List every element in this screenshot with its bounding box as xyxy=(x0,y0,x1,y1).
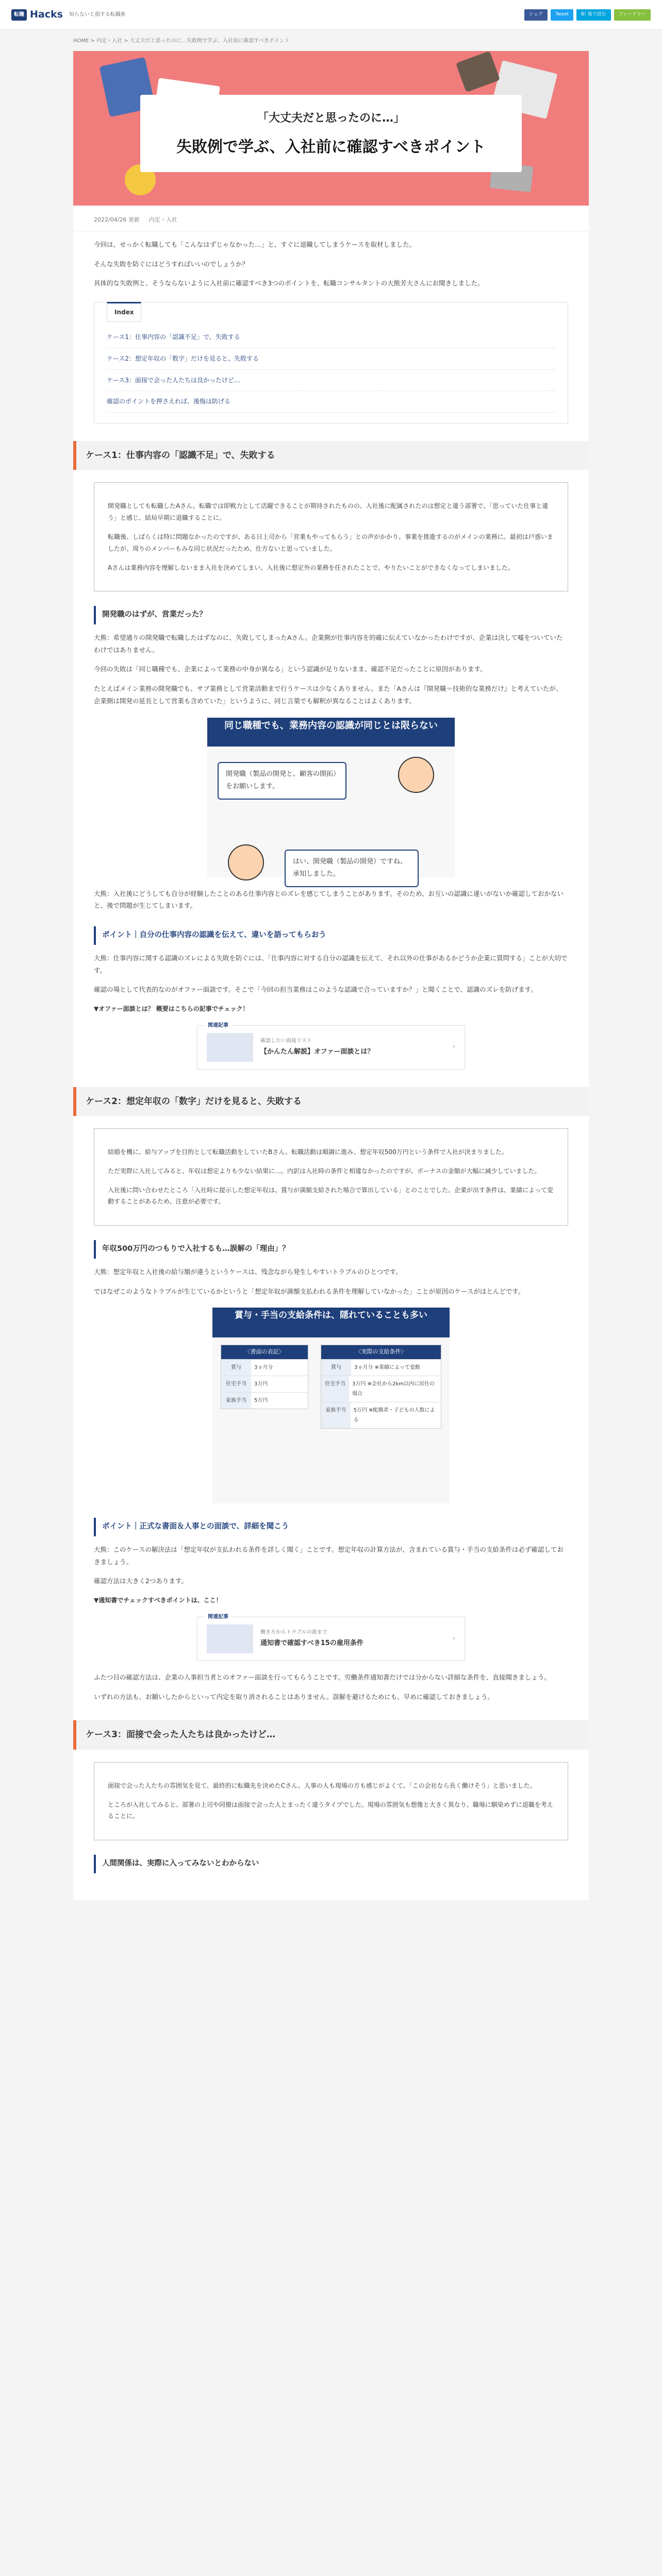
story-paragraph: 結婚を機に、給与アップを目的として転職活動をしていたBさん。転職活動は順調に進み、想定年収500万円という条件で入社が決まりました。 xyxy=(108,1148,508,1156)
hero-subtitle: 「大丈夫だと思ったのに…」 xyxy=(257,112,405,125)
article xyxy=(73,51,589,1900)
logo[interactable] xyxy=(11,5,63,24)
table-of-contents xyxy=(94,302,568,423)
body-paragraph: ふたつ目の確認方法は、企業の人事担当者とのオファー面談を行ってもらうことです。労働条件通知書だけでは分からない詳細な条件を、直接聞きましょう。 xyxy=(94,1673,551,1681)
related-label: 関連記事 xyxy=(205,1021,231,1030)
body-paragraph: 確認方法は大きく2つあります。 xyxy=(94,1577,188,1585)
twitter-share-button[interactable]: Tweet xyxy=(551,9,573,21)
related-article-card[interactable] xyxy=(197,1022,465,1070)
related-note: ▼オファー面談とは？ 概要はこちらの記事でチェック！ xyxy=(94,1005,249,1012)
subheading: 年収500万円のつもりで入社するも…誤解の「理由」？ xyxy=(94,1240,568,1259)
article-title: 失敗例で学ぶ、入社前に確認すべきポイント xyxy=(176,138,486,156)
row-value: 3万円 xyxy=(254,1381,268,1387)
salary-conditions-illustration xyxy=(212,1308,450,1503)
table-row xyxy=(321,1359,441,1376)
table-row xyxy=(221,1376,308,1392)
body-paragraph: 大熊：仕事内容に関する認識のズレによる失敗を防ぐには、「仕事内容に対する自分の認識を伝えて、それ以外の仕事があるかどうか企業に質問する」ことが大切です。 xyxy=(94,954,568,974)
site-header xyxy=(0,0,662,30)
body-paragraph: 確認の場として代表的なのがオファー面談です。そこで「今回の担当業務はこのような認識で合っていますか？」と聞くことで、認識のズレを防げます。 xyxy=(94,986,537,994)
row-key: 住宅手当 xyxy=(321,1376,349,1402)
updated-date: 2022/04/26 更新 xyxy=(94,216,140,223)
table-row xyxy=(321,1402,441,1428)
case1-story-box xyxy=(94,482,568,591)
subheading: 開発職のはずが、営業だった？ xyxy=(94,606,568,624)
story-paragraph: 面接で会った人たちの雰囲気を見て、最終的に転職先を決めたCさん。人事の人も現場の方も感じがよくて、「この会社なら長く働けそう」と思いました。 xyxy=(108,1782,536,1789)
body-paragraph: たとえばメイン業務の開発職でも、サブ業務として営業活動まで行うケースは少なくありません。また「Aさんは『開発職＝技術的な業務だけ』と考えていたが、企業側は開発の延長として営業も含めていた」というように、同じ言葉でも解釈が異なることはよくあります。 xyxy=(94,685,562,705)
speech-bubble-employer: 開発職（製品の開発と、顧客の開拓）をお願いします。 xyxy=(218,762,346,800)
site-tagline: 知らないと損する転職術 xyxy=(69,12,126,18)
chevron-right-icon: › xyxy=(452,1043,455,1051)
toc-item[interactable]: ケース1：仕事内容の「認識不足」で、失敗する xyxy=(107,327,555,348)
toc-title: Index xyxy=(107,302,141,322)
actual-conditions-table xyxy=(321,1345,441,1429)
employer-avatar xyxy=(398,757,434,793)
point-heading: ポイント｜自分の仕事内容の認識を伝えて、違いを語ってもらおう xyxy=(94,926,568,945)
body-paragraph: 大熊：想定年収と入社後の給与額が違うというケースは、残念ながら発生しやすいトラブルのひとつです。 xyxy=(94,1267,402,1276)
table-row xyxy=(321,1376,441,1402)
table-row xyxy=(221,1359,308,1376)
related-title: 通知書で確認すべき15の雇用条件 xyxy=(260,1639,363,1648)
bag-decoration xyxy=(456,51,500,92)
row-key: 賞与 xyxy=(221,1360,251,1376)
row-key: 賞与 xyxy=(321,1360,351,1376)
section-heading-case1: ケース1：仕事内容の「認識不足」で、失敗する xyxy=(73,441,589,470)
row-key: 住宅手当 xyxy=(221,1376,251,1392)
story-paragraph: 入社後に問い合わせたところ「入社時に提示した想定年収は、賞与が満額支給された場合で算出している」とのことでした。企業が出す条件は、業績によって変動することがあるため、注意が必要です。 xyxy=(108,1186,554,1206)
story-paragraph: 開発職としても転職したAさん。転職では即戦力として活躍できることが期待されたものの、入社後に配属されたのは想定と違う部署で、「思っていた仕事と違う」と感じ、結局早期に退職することに。 xyxy=(108,502,549,522)
share-buttons xyxy=(524,9,651,21)
row-value: 3ヵ月分 ※業績によって変動 xyxy=(354,1365,420,1371)
related-title: 【かんたん解説】オファー面談とは？ xyxy=(260,1047,374,1056)
row-key: 家族手当 xyxy=(321,1402,351,1428)
category-tag[interactable]: 内定・入社 xyxy=(148,216,177,223)
toc-item[interactable]: 確認のポイントを押さえれば、後悔は防げる xyxy=(107,391,555,413)
story-paragraph: Aさんは業務内容を理解しないまま入社を決めてしまい、入社後に想定外の業務を任されたことで、やりたいことができなくなってしまいました。 xyxy=(108,564,514,571)
illustration-title: 同じ職種でも、業務内容の認識が同じとは限らない xyxy=(224,720,438,731)
illustration-title: 賞与・手当の支給条件は、隠れていることも多い xyxy=(235,1310,427,1321)
body-paragraph: ではなぜこのようなトラブルが生じているかというと「想定年収が満額支払われる条件を理解していなかった」ことが原因のケースがほとんどです。 xyxy=(94,1287,525,1295)
story-paragraph: ところが入社してみると、部署の上司や同僚は面接で会った人とまったく違うタイプでした。現場の雰囲気も想像と大きく異なり、職場に馴染めずに退職を考えることに。 xyxy=(108,1801,553,1820)
facebook-share-button[interactable]: シェア xyxy=(524,9,548,21)
point-heading: ポイント｜正式な書面＆人事との面談で、詳細を聞こう xyxy=(94,1518,568,1536)
related-caption: 働き方からトラブルの源まで xyxy=(260,1630,327,1636)
table-row xyxy=(221,1392,308,1409)
table-header: 〈実際の支給条件〉 xyxy=(321,1345,441,1359)
toc-item[interactable]: ケース2：想定年収の「数字」だけを見ると、失敗する xyxy=(107,348,555,370)
row-key: 家族手当 xyxy=(221,1393,251,1409)
job-recognition-illustration xyxy=(207,718,455,877)
related-thumbnail xyxy=(207,1033,253,1062)
story-paragraph: 転職後、しばらくは特に問題なかったのですが、ある日上司から「営業もやってもらう」との声がかかり、事業を推進するのがメインの業務に。最初は戸惑いましたが、周りのメンバーもみな同じ状況だったため、仕方ないと思っていました。 xyxy=(108,533,553,552)
row-value: 3ヵ月分 xyxy=(254,1365,273,1371)
row-value: 3万円 ※会社から2km以内に居住の場合 xyxy=(352,1381,435,1397)
related-label: 関連記事 xyxy=(205,1612,231,1622)
table-header: 〈書面の表記〉 xyxy=(221,1345,308,1359)
case3-story-box xyxy=(94,1762,568,1840)
related-note: ▼通知書でチェックすべきポイントは、ここ！ xyxy=(94,1597,222,1604)
body-paragraph: 今回の失敗は「同じ職種でも、企業によって業務の中身が異なる」という認識が足りないまま、確認不足だったことに原因があります。 xyxy=(94,665,487,673)
related-thumbnail xyxy=(207,1624,253,1653)
hero-image xyxy=(73,51,589,206)
feedly-button[interactable]: フィードリー xyxy=(614,9,651,21)
article-meta xyxy=(73,206,589,231)
related-caption: 確認したい面接リスト xyxy=(260,1038,312,1044)
body-paragraph: 大熊：入社後にどうしても自分が経験したことのある仕事内容とのズレを感じてしまうことがあります。そのため、お互いの認識に違いがないか確認しておかないと、後で問題が生じてしまいます。 xyxy=(94,889,564,910)
intro-paragraph: そんな失敗を防ぐにはどうすればいいのでしょうか？ xyxy=(94,260,249,268)
speech-bubble-candidate: はい、開発職（製品の開発）ですね、承知しました。 xyxy=(285,850,419,887)
row-value: 5万円 xyxy=(254,1398,268,1404)
logo-badge: 転職 xyxy=(11,9,27,21)
hero-title-box xyxy=(140,95,522,172)
related-article-card[interactable] xyxy=(197,1614,465,1661)
logo-text: Hacks xyxy=(30,9,63,21)
toc-item[interactable]: ケース3：面接で会った人たちは良かったけど… xyxy=(107,370,555,392)
hatena-bookmark-button[interactable]: B! 後で読む xyxy=(576,9,611,21)
body-paragraph: いずれの方法も、お願いしたからといって内定を取り消されることはありません。誤解を避けるためにも、早めに確認しておきましょう。 xyxy=(94,1692,494,1701)
subheading: 人間関係は、実際に入ってみないとわからない xyxy=(94,1855,568,1873)
intro-paragraph: 今回は、せっかく転職しても「こんなはずじゃなかった…」と、すぐに退職してしまうケースを取材しました。 xyxy=(94,240,416,248)
section-heading-case2: ケース2：想定年収の「数字」だけを見ると、失敗する xyxy=(73,1087,589,1116)
row-value: 5万円 ※配偶者・子どもの人数による xyxy=(353,1408,435,1423)
intro-paragraph: 具体的な失敗例と、そうならないように入社前に確認すべき3つのポイントを、転職コンサルタントの大熊芳大さんにお聞きしました。 xyxy=(94,279,484,287)
body-paragraph: 大熊：希望通りの開発職で転職したはずなのに、失敗してしまったAさん。企業側が仕事内容を的確に伝えていなかったわけですが、企業は決して嘘をついていたわけではありません。 xyxy=(94,633,563,654)
case2-story-box xyxy=(94,1128,568,1226)
chevron-right-icon: › xyxy=(452,1634,455,1642)
breadcrumb[interactable]: HOME > 内定・入社 > 大丈夫だと思ったのに…失敗例で学ぶ、入社前に確認すべきポイント xyxy=(73,38,290,44)
section-heading-case3: ケース3：面接で会った人たちは良かったけど… xyxy=(73,1720,589,1749)
document-notation-table xyxy=(221,1345,308,1409)
body-paragraph: 大熊：このケースの解決法は「想定年収が支払われる条件を詳しく聞く」ことです。想定年収の計算方法が、含まれている賞与・手当の支給条件は必ず確認しておきましょう。 xyxy=(94,1545,564,1566)
story-paragraph: ただ実際に入社してみると、年収は想定よりも少ない結果に…。内訳は入社時の条件と相違なかったのですが、ボーナスの金額が大幅に減少していました。 xyxy=(108,1167,541,1175)
candidate-avatar xyxy=(228,844,264,880)
